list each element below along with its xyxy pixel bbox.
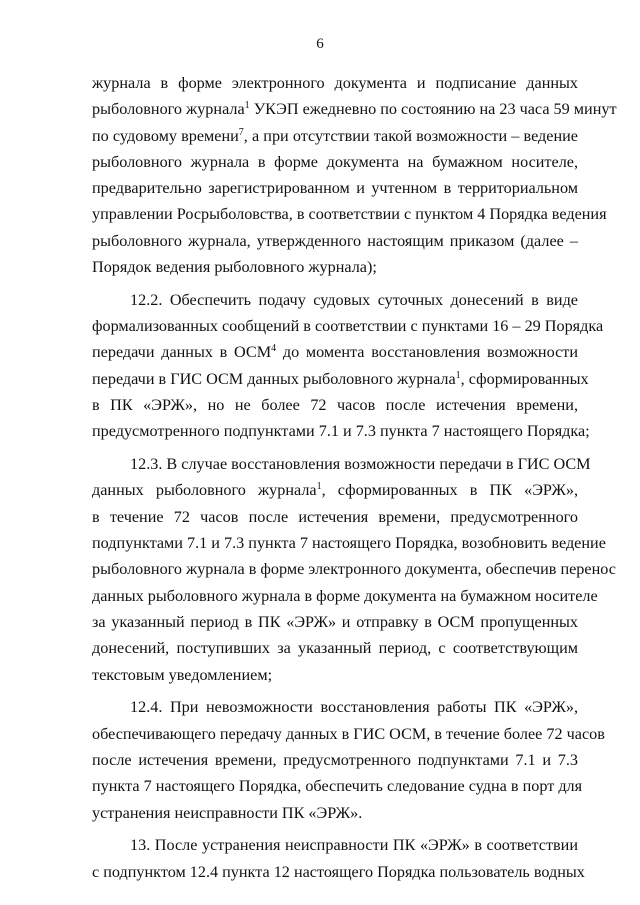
text-line xyxy=(92,504,578,530)
text-segment: управлении Росрыболовства, в соответствии с пунктом 4 Порядка ведения xyxy=(92,205,607,224)
text-segment: рыболовного журнала xyxy=(92,100,245,119)
text-segment: , сформированных xyxy=(460,369,589,388)
text-line xyxy=(92,418,590,444)
text-line xyxy=(92,832,578,858)
text-segment: , сформированных в ПК «ЭРЖ», xyxy=(321,481,579,500)
text-segment: обеспечивающего передачу данных в ГИС ОСМ, в течение более 72 часов xyxy=(92,724,605,743)
text-line xyxy=(92,747,578,773)
text-segment: в ПК «ЭРЖ», но не более 72 часов после истечения времени, xyxy=(92,396,578,415)
text-segment: передачи в ГИС ОСМ данных рыболовного журнала xyxy=(92,369,456,388)
paragraph xyxy=(92,287,604,445)
text-line xyxy=(92,662,578,688)
text-segment: до момента восстановления возможности xyxy=(276,343,578,362)
text-segment: журнала в форме электронного документа и подписание данных xyxy=(92,74,578,92)
text-segment: Порядок ведения рыболовного журнала); xyxy=(92,258,377,277)
text-line xyxy=(92,70,578,96)
text-line xyxy=(92,773,583,799)
text-segment: формализованных сообщений в соответствии с пунктами 16 – 29 Порядка xyxy=(92,317,604,336)
text-segment: донесений, поступивших за указанный период, с соответствующим xyxy=(92,639,578,658)
text-line xyxy=(92,392,578,418)
paragraph xyxy=(92,832,585,885)
text-segment: рыболовного журнала в форме электронного документа, обеспечив перенос xyxy=(92,560,616,579)
text-line xyxy=(92,96,617,122)
text-segment: подпунктами 7.1 и 7.3 пункта 7 настоящего Порядка, возобновить ведение xyxy=(92,534,606,553)
text-segment: предварительно зарегистрированном и учтенном в территориальном xyxy=(92,179,578,198)
text-segment: передачи данных в ОСМ xyxy=(92,343,272,362)
text-segment: устранения неисправности ПК «ЭРЖ». xyxy=(92,803,363,822)
footnote-ref: 1 xyxy=(455,369,461,381)
text-line xyxy=(92,149,578,175)
text-segment: с подпунктом 12.4 пункта 12 настоящего Порядка пользователь водных xyxy=(92,862,585,881)
text-line xyxy=(92,366,589,392)
text-line xyxy=(92,694,578,720)
text-line xyxy=(92,228,578,254)
text-segment: по судовому времени xyxy=(92,126,239,145)
text-segment: УКЭП ежедневно по состоянию на 23 часа 59 минут xyxy=(249,100,617,119)
text-segment: в течение 72 часов после истечения времени, предусмотренного xyxy=(92,507,578,526)
footnote-ref: 4 xyxy=(271,343,277,355)
text-line xyxy=(92,477,578,503)
text-line xyxy=(92,859,585,885)
text-line xyxy=(92,339,578,365)
text-segment: 12.2. Обеспечить подачу судовых суточных донесений в виде xyxy=(130,290,578,309)
paragraph xyxy=(92,694,605,825)
footnote-ref: 7 xyxy=(238,126,244,138)
text-line xyxy=(92,635,578,661)
text-line xyxy=(92,254,578,280)
text-line xyxy=(92,609,578,635)
text-segment: рыболовного журнала, утвержденного настоящим приказом (далее – xyxy=(92,231,578,250)
text-segment: 12.4. При невозможности восстановления работы ПК «ЭРЖ», xyxy=(130,698,578,717)
text-segment: данных рыболовного журнала xyxy=(92,481,317,500)
text-line xyxy=(92,530,606,556)
document-body xyxy=(92,70,617,885)
text-segment: предусмотренного подпунктами 7.1 и 7.3 пункта 7 настоящего Порядка; xyxy=(92,422,590,441)
text-segment: 13. После устранения неисправности ПК «ЭРЖ» в соответствии xyxy=(130,836,578,855)
text-segment: данных рыболовного журнала в форме документа на бумажном носителе xyxy=(92,586,598,605)
text-segment: текстовым уведомлением; xyxy=(92,665,273,684)
text-line xyxy=(92,287,578,313)
text-line xyxy=(92,201,607,227)
text-segment: 12.3. В случае восстановления возможности передачи в ГИС ОСМ xyxy=(130,455,591,474)
footnote-ref: 1 xyxy=(244,100,250,112)
text-line xyxy=(92,800,578,826)
text-line xyxy=(92,721,605,747)
text-line xyxy=(92,451,591,477)
text-line xyxy=(92,123,578,149)
text-segment: пункта 7 настоящего Порядка, обеспечить следование судна в порт для xyxy=(92,777,583,796)
paragraph xyxy=(92,70,617,280)
text-line xyxy=(92,175,578,201)
text-segment: , а при отсутствии такой возможности – ведение xyxy=(243,126,578,145)
paragraph xyxy=(92,451,616,688)
footnote-ref: 1 xyxy=(316,481,322,493)
text-line xyxy=(92,583,598,609)
page-number: 6 xyxy=(316,36,324,52)
text-line xyxy=(92,556,616,582)
text-segment: после истечения времени, предусмотренного подпунктами 7.1 и 7.3 xyxy=(92,750,578,769)
text-segment: за указанный период в ПК «ЭРЖ» и отправку в ОСМ пропущенных xyxy=(92,612,578,631)
text-line xyxy=(92,313,604,339)
text-segment: рыболовного журнала в форме документа на бумажном носителе, xyxy=(92,152,578,171)
